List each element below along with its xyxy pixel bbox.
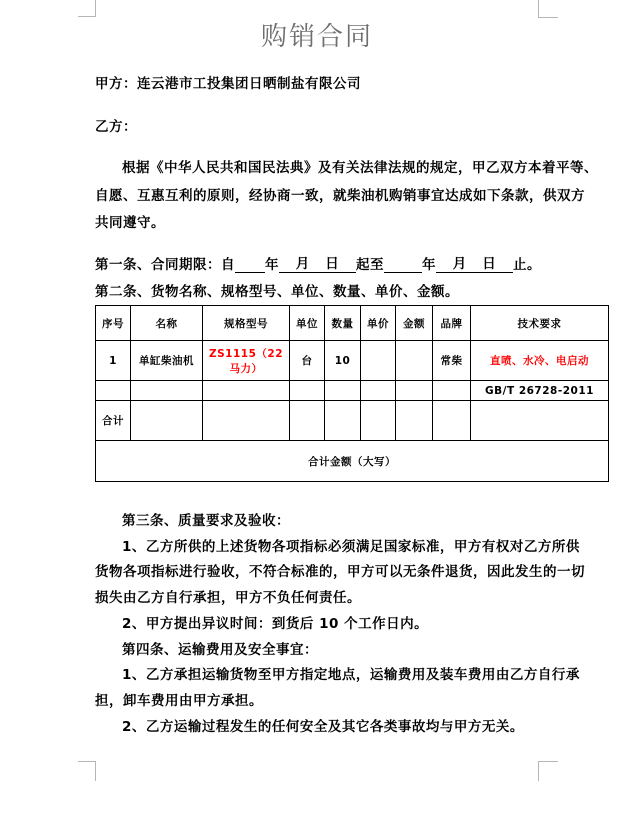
clause-1-text: 止。 [513,257,541,273]
cell-empty [433,381,471,401]
clause-4-heading: 第四条、运输费用及安全事宜： [122,641,318,658]
cell-empty [131,381,203,401]
cell-empty [433,401,471,441]
clause-1-text: 年 [422,257,436,273]
crop-mark-bottom-right-icon [538,761,558,781]
cell-empty [325,381,361,401]
cell-name: 单缸柴油机 [131,341,203,381]
cell-empty [290,401,325,441]
clause-1-contract-term [95,252,541,273]
clause-3-item-1-line: 1、乙方所供的上述货物各项指标必须满足国家标准，甲方有权对乙方所供 [122,538,580,555]
cell-total-label: 合计 [96,401,131,441]
cell-empty [361,381,396,401]
cell-standard-number: GB/T 26728-2011 [471,381,609,401]
cell-empty [396,381,433,401]
cell-empty [325,401,361,441]
clause-4-item-1-line: 1、乙方承担运输货物至甲方指定地点，运输费用及装车费用由乙方自行承 [122,667,580,684]
header-cell-price: 单价 [361,306,396,341]
party-b-line: 乙方： [95,119,137,135]
cell-empty [361,401,396,441]
cell-unit: 台 [290,341,325,381]
header-cell-unit: 单位 [290,306,325,341]
header-cell-name: 名称 [131,306,203,341]
preamble-line: 根据《中华人民共和国民法典》及有关法律法规的规定，甲乙双方本着平等、 [122,160,598,176]
table-row-total [96,401,609,441]
cell-empty [203,401,290,441]
cell-brand: 常柴 [433,341,471,381]
clause-3-heading: 第三条、质量要求及验收： [122,513,290,529]
cell-model: ZS1115（22马力） [203,341,290,381]
cell-seq: 1 [96,341,131,381]
preamble-line: 自愿、互惠互利的原则，经协商一致，就柴油机购销事宜达成如下条款，供双方 [95,187,585,204]
blank-month-day-to-field: 月 日 [436,252,513,273]
blank-month-day-from-field: 月 日 [279,252,356,273]
cell-empty [471,401,609,441]
clauses-3-4-paragraphs [95,509,585,740]
cell-empty [131,401,203,441]
header-cell-seq: 序号 [96,306,131,341]
header-cell-qty: 数量 [325,306,361,341]
cell-grand-total-label: 合计金额（大写） [96,441,609,482]
header-cell-model: 规格型号 [203,306,290,341]
cell-qty: 10 [325,341,361,381]
cell-amount [396,341,433,381]
cell-empty [96,381,131,401]
clause-1-label: 第一条、合同期限：自 [95,257,235,273]
table-header-row [96,306,609,341]
cell-price [361,341,396,381]
cell-tech: 直喷、水冷、电启动 [471,341,609,381]
party-a-line: 甲方：连云港市工投集团日晒制盐有限公司 [95,76,361,92]
clause-3-item-2-line: 2、甲方提出异议时间：到货后 10 个工作日内。 [122,615,429,632]
page-title: 购销合同 [260,22,373,52]
clause-4-item-2-line: 2、乙方运输过程发生的任何安全及其它各类事故均与甲方无关。 [122,718,524,735]
cell-empty [396,401,433,441]
header-cell-brand: 品牌 [433,306,471,341]
blank-year-from-field [235,272,265,273]
table-row-standard [96,381,609,401]
goods-table [95,305,609,482]
preamble-line: 共同遵守。 [95,215,165,231]
clause-1-text: 起至 [356,257,384,273]
clause-3-item-1-line: 损失由乙方自行承担，甲方不负任何责任。 [95,590,361,607]
cell-empty [203,381,290,401]
table-row-grand-total [96,441,609,482]
clause-4-item-1-line: 担，卸车费用由甲方承担。 [95,692,263,709]
preamble-paragraph [95,155,598,238]
crop-mark-bottom-left-icon [78,761,96,781]
clause-3-item-1-line: 货物各项指标进行验收，不符合标准的，甲方可以无条件退货，因此发生的一切 [95,564,585,581]
crop-mark-top-left-icon [78,0,96,17]
table-row-item-1 [96,341,609,381]
header-cell-amount: 金额 [396,306,433,341]
blank-year-to-field [384,272,422,273]
header-cell-tech: 技术要求 [471,306,609,341]
cell-empty [290,381,325,401]
clause-2-heading: 第二条、货物名称、规格型号、单位、数量、单价、金额。 [95,284,459,300]
clause-1-text: 年 [265,257,279,273]
